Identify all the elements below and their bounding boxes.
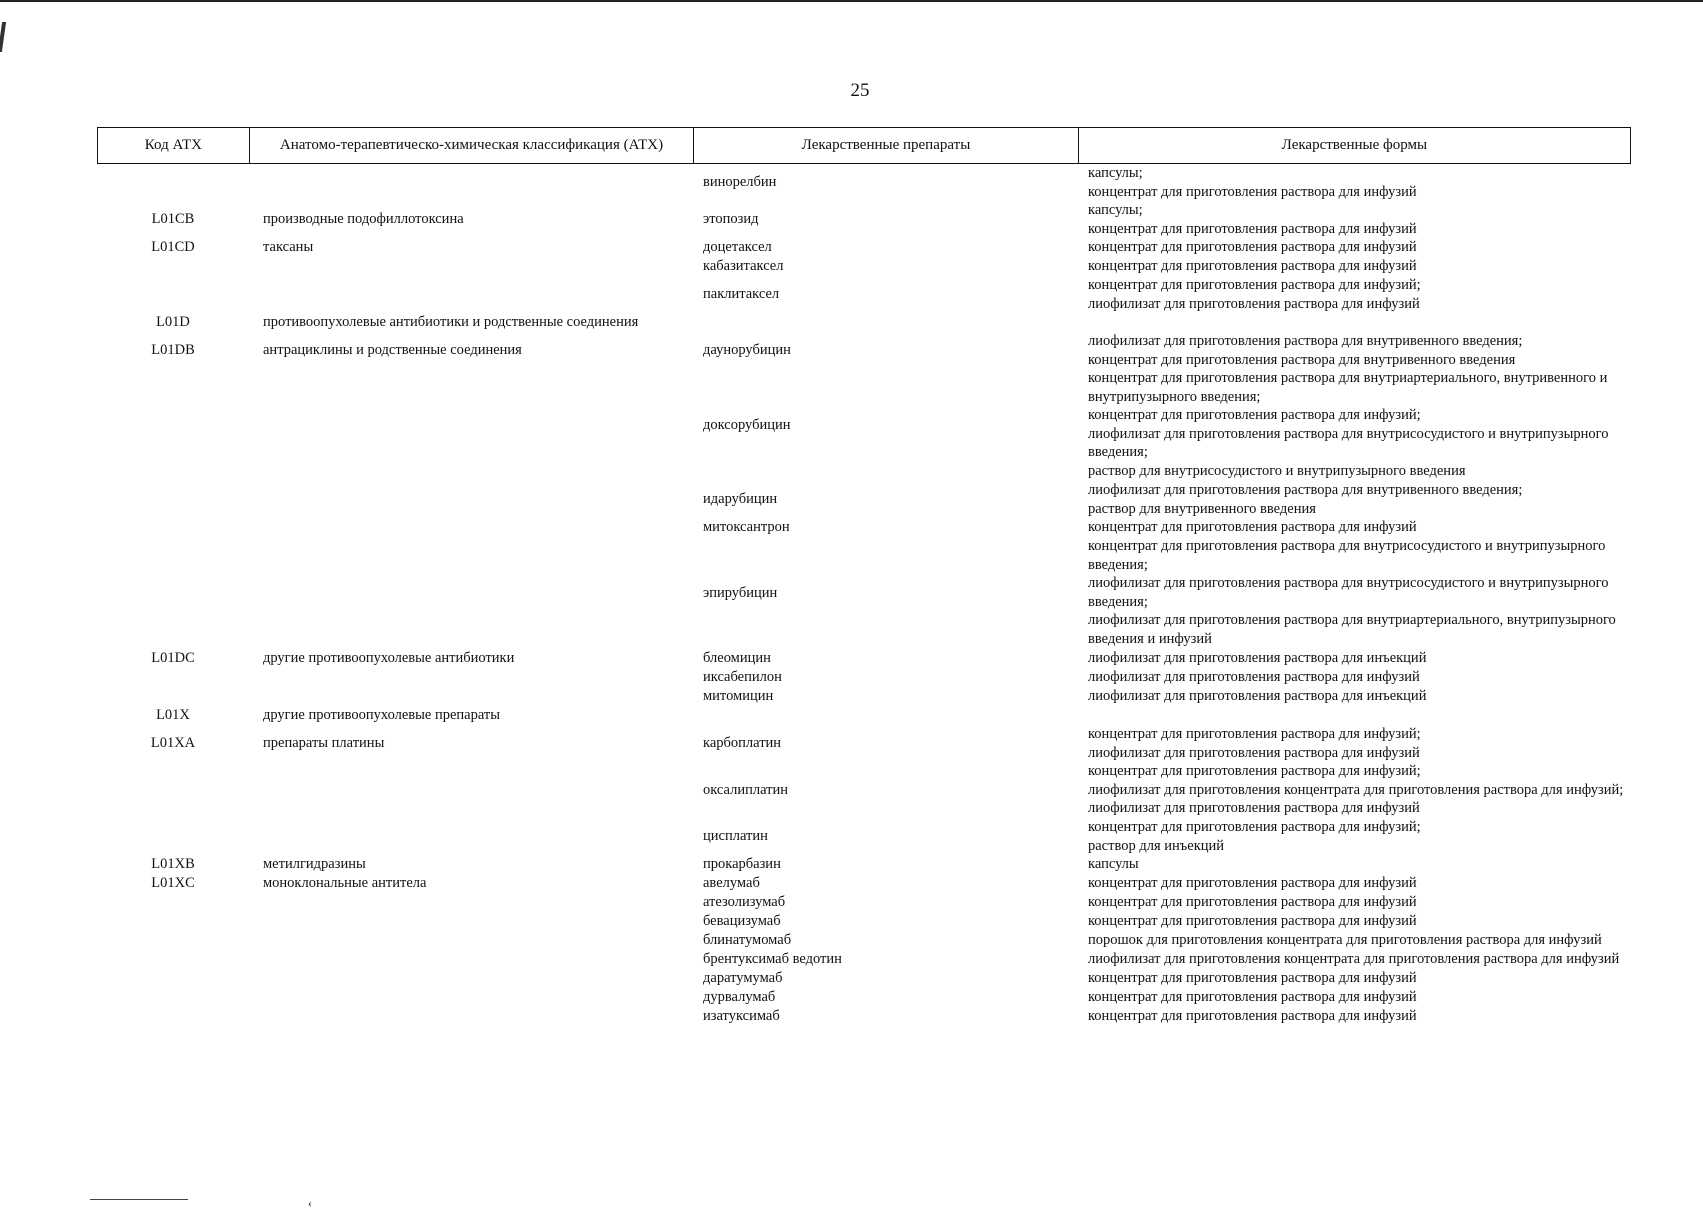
dosage-form-item: лиофилизат для приготовления раствора для инъекций — [1088, 688, 1427, 704]
dosage-form-item: концентрат для приготовления раствора для внутривенного введения — [1088, 351, 1516, 368]
header-classification: Анатомо-терапевтическо-химическая классификация (АТХ) — [250, 128, 694, 163]
atc-classification: антрациклины и родственные соединения — [263, 342, 522, 358]
dosage-forms — [1088, 874, 1631, 893]
dosage-form-item: концентрат для приготовления раствора для инфузий — [1088, 970, 1417, 986]
dosage-form-item: концентрат для приготовления раствора для внутриартериального, внутривенного и внутрипузырного введения; — [1088, 370, 1608, 405]
table-row — [97, 201, 1631, 238]
drug-name: винорелбин — [703, 174, 777, 190]
dosage-forms — [1088, 369, 1631, 481]
table-row — [97, 706, 1631, 725]
dosage-forms — [1088, 537, 1631, 649]
dosage-forms — [1088, 950, 1631, 969]
atc-code: L01DC — [151, 650, 195, 666]
table-row — [97, 725, 1631, 762]
dosage-forms — [1088, 725, 1631, 762]
drug-name: брентуксимаб ведотин — [703, 951, 842, 967]
dosage-forms — [1088, 649, 1631, 668]
dosage-forms — [1088, 687, 1631, 706]
atc-classification: производные подофиллотоксина — [263, 211, 464, 227]
dosage-forms — [1088, 518, 1631, 537]
table-row — [97, 950, 1631, 969]
dosage-form-item: концентрат для приготовления раствора для инфузий — [1088, 913, 1417, 929]
table-row — [97, 276, 1631, 313]
dosage-forms — [1088, 969, 1631, 988]
dosage-form-item: лиофилизат для приготовления раствора для инфузий — [1088, 669, 1420, 685]
dosage-forms — [1088, 818, 1631, 855]
drug-name: митоксантрон — [703, 519, 790, 535]
drug-name: идарубицин — [703, 491, 778, 507]
table-body — [97, 164, 1631, 1026]
drug-name: блеомицин — [703, 650, 771, 666]
dosage-form-item: лиофилизат для приготовления раствора для инфузий — [1088, 800, 1420, 817]
dosage-form-item: концентрат для приготовления раствора для инфузий — [1088, 220, 1417, 237]
dosage-forms — [1088, 164, 1631, 201]
table-row — [97, 537, 1631, 649]
dosage-form-item: концентрат для приготовления раствора для инфузий; — [1088, 407, 1421, 424]
table-row — [97, 369, 1631, 481]
table-row — [97, 257, 1631, 276]
header-forms: Лекарственные формы — [1281, 137, 1428, 153]
dosage-form-item: лиофилизат для приготовления раствора для инфузий — [1088, 744, 1420, 761]
table-row — [97, 332, 1631, 369]
atc-code: L01XB — [151, 856, 195, 872]
atc-classification: препараты платины — [263, 735, 385, 751]
dosage-forms — [1088, 855, 1631, 874]
drug-name: митомицин — [703, 688, 774, 704]
table-row — [97, 687, 1631, 706]
footer-mark: ‹ — [308, 1196, 312, 1210]
dosage-form-item: лиофилизат для приготовления концентрата для приготовления раствора для инфузий — [1088, 951, 1620, 967]
dosage-forms — [1088, 257, 1631, 276]
dosage-form-item: концентрат для приготовления раствора для инфузий — [1088, 183, 1417, 200]
drug-name: этопозид — [703, 211, 759, 227]
drug-name: кабазитаксел — [703, 258, 784, 274]
dosage-forms — [1088, 201, 1631, 238]
dosage-form-item: раствор для внутрисосудистого и внутрипузырного введения — [1088, 462, 1466, 479]
drug-name: паклитаксел — [703, 286, 780, 302]
atc-code: L01XC — [151, 875, 195, 891]
dosage-form-item: концентрат для приготовления раствора для инфузий — [1088, 989, 1417, 1005]
dosage-forms — [1088, 276, 1631, 313]
dosage-form-item: концентрат для приготовления раствора для инфузий — [1088, 1008, 1417, 1024]
table-row — [97, 818, 1631, 855]
dosage-form-item: порошок для приготовления концентрата для приготовления раствора для инфузий — [1088, 932, 1602, 948]
drug-name: доцетаксел — [703, 239, 772, 255]
dosage-forms — [1088, 238, 1631, 257]
dosage-forms — [1088, 481, 1631, 518]
table-row — [97, 1007, 1631, 1026]
dosage-form-item: раствор для инъекций — [1088, 837, 1225, 854]
dosage-form-item: раствор для внутривенного введения — [1088, 500, 1316, 517]
dosage-forms — [1088, 988, 1631, 1007]
table-row — [97, 874, 1631, 893]
table-row — [97, 855, 1631, 874]
drug-name: дурвалумаб — [703, 989, 776, 1005]
dosage-forms — [1088, 912, 1631, 931]
atc-classification: метилгидразины — [263, 856, 366, 872]
table-row — [97, 649, 1631, 668]
atc-classification: моноклональные антитела — [263, 875, 427, 891]
drug-name: доксорубицин — [703, 416, 791, 433]
dosage-form-item: капсулы; — [1088, 165, 1143, 181]
table-row — [97, 893, 1631, 912]
dosage-form-item: концентрат для приготовления раствора для инфузий; — [1088, 819, 1421, 835]
scan-mark — [0, 22, 6, 52]
dosage-form-item: лиофилизат для приготовления раствора для внутривенного введения; — [1088, 333, 1523, 349]
dosage-form-item: концентрат для приготовления раствора для инфузий — [1088, 875, 1417, 891]
drug-name: даунорубицин — [703, 342, 791, 358]
drug-name: даратумумаб — [703, 970, 783, 986]
atc-classification: другие противоопухолевые препараты — [263, 707, 500, 723]
dosage-form-item: концентрат для приготовления раствора для инфузий — [1088, 258, 1417, 274]
atc-code: L01X — [156, 707, 190, 723]
dosage-form-item: лиофилизат для приготовления раствора для внутрисосудистого и внутрипузырного введения; — [1088, 425, 1609, 461]
table-row — [97, 668, 1631, 687]
table-row — [97, 762, 1631, 818]
drug-name: карбоплатин — [703, 735, 782, 751]
drug-name: эпирубицин — [703, 584, 778, 601]
dosage-forms — [1088, 762, 1631, 818]
drug-name: атезолизумаб — [703, 894, 786, 910]
atc-classification: противоопухолевые антибиотики и родственные соединения — [263, 314, 639, 330]
atc-code: L01CB — [151, 211, 195, 228]
dosage-form-item: лиофилизат для приготовления раствора для инфузий — [1088, 295, 1420, 312]
table-row — [97, 313, 1631, 332]
drug-name: оксалиплатин — [703, 781, 789, 798]
table-row — [97, 931, 1631, 950]
drug-name: изатуксимаб — [703, 1008, 780, 1024]
dosage-form-item: концентрат для приготовления раствора для инфузий; — [1088, 277, 1421, 293]
dosage-form-item: лиофилизат для приготовления раствора для внутривенного введения; — [1088, 482, 1523, 498]
page-number: 25 — [850, 80, 870, 101]
dosage-forms — [1088, 332, 1631, 369]
atc-classification: другие противоопухолевые антибиотики — [263, 650, 515, 666]
drug-name: блинатумомаб — [703, 932, 792, 948]
dosage-form-item: лиофилизат для приготовления раствора для инъекций — [1088, 650, 1427, 666]
atc-classification: таксаны — [263, 239, 314, 255]
drug-name: бевацизумаб — [703, 913, 781, 929]
table-row — [97, 518, 1631, 537]
table-header — [97, 127, 1631, 164]
dosage-form-item: лиофилизат для приготовления раствора для внутрисосудистого и внутрипузырного введения; — [1088, 575, 1609, 610]
drug-name: цисплатин — [703, 828, 768, 844]
table-row — [97, 481, 1631, 518]
dosage-form-item: капсулы; — [1088, 202, 1143, 218]
dosage-form-item: концентрат для приготовления раствора для инфузий — [1088, 519, 1417, 535]
header-code: Код АТХ — [98, 128, 250, 163]
drug-name: прокарбазин — [703, 856, 781, 872]
atc-code: L01D — [156, 314, 190, 330]
table-row — [97, 912, 1631, 931]
table-row — [97, 164, 1631, 201]
dosage-form-item: концентрат для приготовления раствора для инфузий; — [1088, 763, 1421, 779]
atc-code: L01DB — [151, 342, 195, 359]
dosage-form-item: лиофилизат для приготовления раствора для внутриартериального, внутрипузырного введения и инфузий — [1088, 612, 1616, 647]
dosage-forms — [1088, 931, 1631, 950]
drug-name: авелумаб — [703, 875, 760, 891]
drug-name: иксабепилон — [703, 669, 782, 685]
header-drugs: Лекарственные препараты — [694, 128, 1079, 163]
dosage-forms — [1088, 893, 1631, 912]
table-row — [97, 988, 1631, 1007]
dosage-forms — [1088, 668, 1631, 687]
dosage-forms — [1088, 1007, 1631, 1026]
dosage-form-item: капсулы — [1088, 856, 1139, 872]
table-row — [97, 238, 1631, 257]
dosage-form-item: концентрат для приготовления раствора для инфузий; — [1088, 726, 1421, 742]
dosage-form-item: концентрат для приготовления раствора для инфузий — [1088, 894, 1417, 910]
dosage-form-item: концентрат для приготовления раствора для внутрисосудистого и внутрипузырного введения; — [1088, 538, 1606, 573]
atc-code: L01XA — [150, 735, 196, 752]
dosage-form-item: лиофилизат для приготовления концентрата для приготовления раствора для инфузий; — [1088, 781, 1624, 798]
atc-code: L01CD — [151, 239, 195, 255]
top-scan-edge — [0, 0, 1703, 2]
table-row — [97, 969, 1631, 988]
dosage-form-item: концентрат для приготовления раствора для инфузий — [1088, 239, 1417, 255]
